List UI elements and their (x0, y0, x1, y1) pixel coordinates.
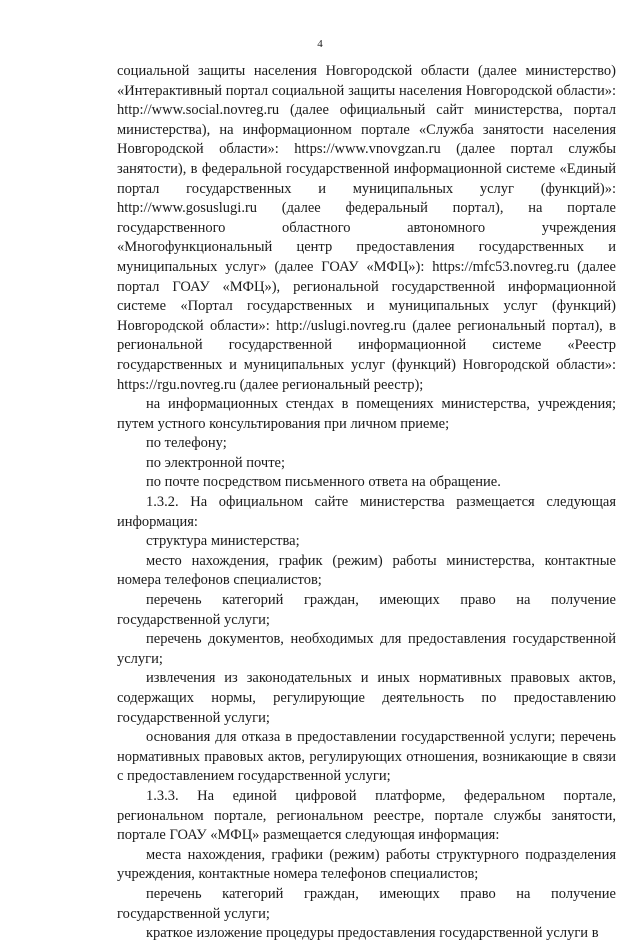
paragraph: социальной защиты населения Новгородской области (далее министерство) «Интерактивный портал социальной защиты населения Новгородской области»: http://www.social.novreg.ru (далее официальный сайт министерства, портал министерства), на информационном портале «Служба занятости населения Новгородской области»: https://www.vnovgzan.ru (далее портал службы занятости), в федеральной государственной информационной системе «Единый портал государственных и муниципальных услуг (функций)»: http://www.gosuslugi.ru (далее федеральный портал), на портале государственного областного автономного учреждения «Многофункциональный центр предоставления государственных и муниципальных услуг» (далее ГОАУ «МФЦ»): https://mfc53.novreg.ru (далее портал ГОАУ «МФЦ»), региональной государственной информационной системе «Портал государственных и муниципальных услуг (функций) Новгородской области»: http://uslugi.novreg.ru (далее региональный портал), в региональной государственной информационной системе «Реестр государственных и муниципальных услуг (функций) Новгородской области»: https://rgu.novreg.ru (далее региональный реестр); (117, 63, 616, 393)
paragraph: перечень категорий граждан, имеющих право на получение государственной услуги; (117, 592, 616, 628)
page-number: 4 (317, 38, 323, 50)
paragraph: по электронной почте; (146, 454, 286, 471)
paragraph: места нахождения, графики (режим) работы структурного подразделения учреждения, контактные номера телефонов специалистов; (117, 846, 616, 883)
paragraph: место нахождения, график (режим) работы министерства, контактные номера телефонов специалистов; (117, 552, 616, 589)
paragraph: перечень категорий граждан, имеющих право на получение государственной услуги; (117, 885, 616, 922)
paragraph: перечень документов, необходимых для предоставления государственной услуги; (117, 631, 616, 667)
paragraph: по телефону; (146, 435, 227, 452)
paragraph: краткое изложение процедуры предоставления государственной услуги в (146, 925, 599, 942)
paragraph: основания для отказа в предоставлении государственной услуги; перечень нормативных правовых актов, регулирующих отношения, возникающие в связи с предоставлением государственной услуги; (117, 729, 616, 785)
paragraph: извлечения из законодательных и иных нормативных правовых актов, содержащих нормы, регулирующие деятельность по предоставлению государственной услуги; (117, 670, 616, 726)
document-body (117, 62, 616, 944)
paragraph: на информационных стендах в помещениях министерства, учреждения; путем устного консультирования при личном приеме; (117, 396, 616, 432)
paragraph: по почте посредством письменного ответа на обращение. (146, 474, 501, 491)
paragraph: 1.3.3. На единой цифровой платформе, федеральном портале, региональном портале, региональном реестре, портале службы занятости, портале ГОАУ «МФЦ» размещается следующая информация: (117, 787, 616, 844)
paragraph: структура министерства; (146, 533, 300, 550)
paragraph: 1.3.2. На официальном сайте министерства размещается следующая информация: (117, 494, 616, 530)
